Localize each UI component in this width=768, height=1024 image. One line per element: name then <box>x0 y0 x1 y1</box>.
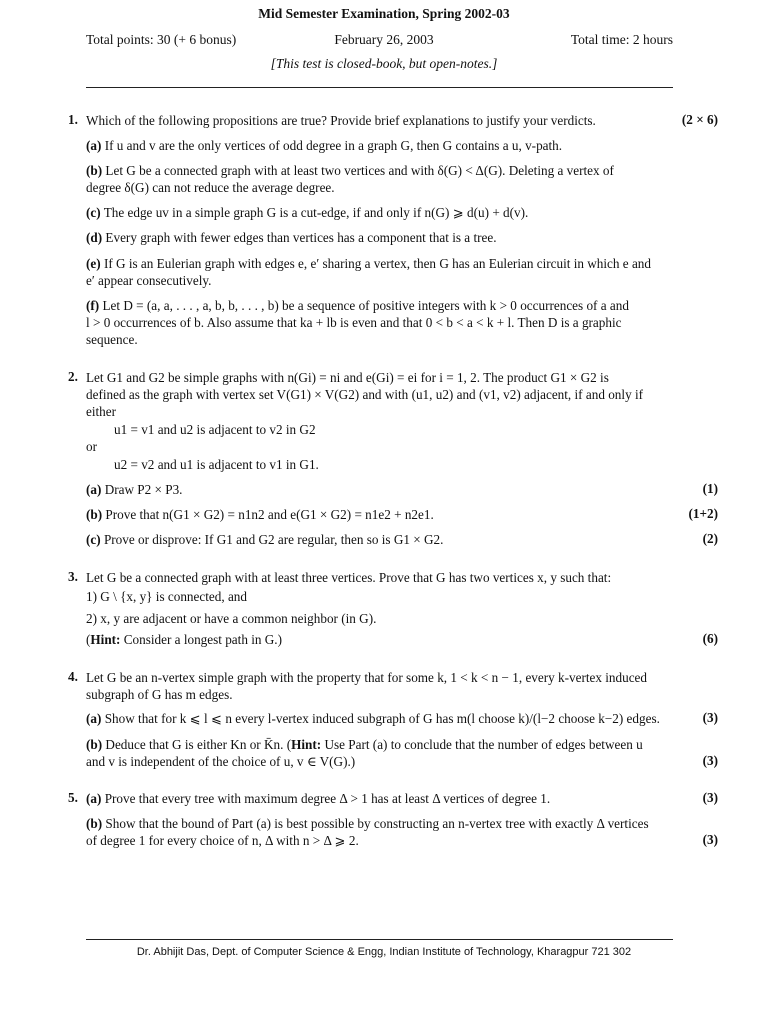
q1d <box>86 229 674 247</box>
q4a-label: (a) <box>86 711 102 726</box>
q1e-label: (e) <box>86 256 101 271</box>
q2b <box>86 506 674 524</box>
q4b-marks: (3) <box>702 753 718 768</box>
q2c <box>86 531 674 549</box>
q3-hint-label: Hint: <box>90 632 121 647</box>
exam-date: February 26, 2003 <box>334 32 434 47</box>
q3-hint: (Hint: Consider a longest path in G.) <box>86 632 282 647</box>
q1f-line2: l > 0 occurrences of b. Also assume that ka + lb is even and that 0 < b < a < k + l. Then D is a graphic <box>86 315 622 330</box>
q2a-label: (a) <box>86 482 102 497</box>
q2a-marks: (1) <box>702 481 718 496</box>
q5b-label: (b) <box>86 816 103 831</box>
total-points: Total points: 30 (+ 6 bonus) <box>86 32 237 47</box>
q4a-text: Show that for k ⩽ l ⩽ n every l-vertex induced subgraph of G has m(l choose k)/(l−2 choose k−2) edges. <box>104 711 660 726</box>
q5b-line1: Show that the bound of Part (a) is best possible by constructing an n-vertex tree with exactly Δ vertices <box>105 816 649 831</box>
q1d-label: (d) <box>86 230 103 245</box>
q4b-label: (b) <box>86 737 103 752</box>
q1e-line2: e′ appear consecutively. <box>86 273 212 288</box>
q1c-text: The edge uv in a simple graph G is a cut-edge, if and only if n(G) ⩾ d(u) + d(v). <box>103 205 529 220</box>
q1b-line2: degree δ(G) can not reduce the average degree. <box>86 180 335 195</box>
q5b <box>86 815 674 833</box>
exam-note: [This test is closed-book, but open-notes.] <box>270 56 498 71</box>
q2b-text: Prove that n(G1 × G2) = n1n2 and e(G1 × G2) = n1e2 + n2e1. <box>105 507 434 522</box>
q4-number: 4. <box>68 669 78 684</box>
q1f-line1: Let D = (a, a, . . . , a, b, b, . . . , b) be a sequence of positive integers with k > 0 occurrences of a and <box>102 298 629 313</box>
exam-title: Mid Semester Examination, Spring 2002-03 <box>258 6 510 21</box>
q1f <box>86 297 674 315</box>
q1c-label: (c) <box>86 205 101 220</box>
q3-hint-text: Consider a longest path in G. <box>123 632 278 647</box>
q2-condition2: u2 = v2 and u1 is adjacent to v1 in G1. <box>114 457 319 472</box>
q5a-marks: (3) <box>702 790 718 805</box>
header-divider <box>86 87 673 88</box>
q1b-line1: Let G be a connected graph with at least two vertices and with δ(G) < Δ(G). Deleting a vertex of <box>105 163 614 178</box>
q1b <box>86 162 674 180</box>
footer-text: Dr. Abhijit Das, Dept. of Computer Science & Engg, Indian Institute of Technology, Kharagpur 721 302 <box>136 946 632 958</box>
q3-number: 3. <box>68 569 78 584</box>
q2-line2: defined as the graph with vertex set V(G1) × V(G2) and with (u1, u2) and (v1, v2) adjacent, if and only if <box>86 387 644 402</box>
q4b: (b) Deduce that G is either Kn or K̄n. (Hint: Use Part (a) to conclude that the number of edges between u <box>86 737 643 752</box>
q1f-label: (f) <box>86 298 100 313</box>
q5a-text: Prove that every tree with maximum degree Δ > 1 has at least Δ vertices of degree 1. <box>104 791 551 806</box>
q1e <box>86 255 674 273</box>
q1a-label: (a) <box>86 138 102 153</box>
q4b-line2: and v is independent of the choice of u, v ∈ V(G).) <box>86 754 356 769</box>
footer-divider <box>86 939 673 940</box>
q3-line3: 2) x, y are adjacent or have a common neighbor (in G). <box>86 611 377 626</box>
q1c <box>86 204 674 222</box>
q1b-label: (b) <box>86 163 103 178</box>
q2c-text: Prove or disprove: If G1 and G2 are regular, then so is G1 × G2. <box>103 532 444 547</box>
q4a-marks: (3) <box>702 710 718 725</box>
q2-condition1: u1 = v1 and u2 is adjacent to v2 in G2 <box>114 422 316 437</box>
q2a <box>86 481 674 499</box>
q3-marks: (6) <box>702 631 718 646</box>
q1a <box>86 137 674 155</box>
q1f-line3: sequence. <box>86 332 138 347</box>
q2-line1: Let G1 and G2 be simple graphs with n(Gi) = ni and e(Gi) = ei for i = 1, 2. The product G1 × G2 is <box>86 370 609 385</box>
q5b-line2: of degree 1 for every choice of n, Δ with n > Δ ⩾ 2. <box>86 833 359 848</box>
q2-line3: either <box>86 404 117 419</box>
q4b-text-b: Use Part (a) to conclude that the number of edges between u <box>324 737 643 752</box>
total-time: Total time: 2 hours <box>570 32 673 47</box>
q2-or: or <box>86 439 97 454</box>
q4-line2: subgraph of G has m edges. <box>86 687 233 702</box>
q4b-text-a: Deduce that G is either Kn or K̄n. <box>105 737 284 752</box>
q1a-text: If u and v are the only vertices of odd degree in a graph G, then G contains a u, v-path. <box>104 138 563 153</box>
q1-text: Which of the following propositions are true? Provide brief explanations to justify your verdicts. <box>86 113 596 128</box>
q4-line1: Let G be an n-vertex simple graph with the property that for some k, 1 < k < n − 1, every k-vertex induced <box>86 670 648 685</box>
q2-number: 2. <box>68 369 78 384</box>
q4b-hint-label: Hint: <box>291 737 322 752</box>
q2c-label: (c) <box>86 532 101 547</box>
q1d-text: Every graph with fewer edges than vertices has a component that is a tree. <box>105 230 497 245</box>
q4a <box>86 710 674 728</box>
q5b-marks: (3) <box>702 832 718 847</box>
q3-line2: 1) G \ {x, y} is connected, and <box>86 589 247 604</box>
q2b-marks: (1+2) <box>688 506 718 521</box>
q3-line1: Let G be a connected graph with at least three vertices. Prove that G has two vertices x, y such that: <box>86 570 612 585</box>
q1-marks: (2 × 6) <box>681 112 718 127</box>
q2b-label: (b) <box>86 507 103 522</box>
q1e-line1: If G is an Eulerian graph with edges e, e′ sharing a vertex, then G has an Eulerian circuit in which e and <box>103 256 651 271</box>
q5a-label: (a) <box>86 791 102 806</box>
q1-number: 1. <box>68 112 78 127</box>
q5a <box>86 790 674 808</box>
q5-number: 5. <box>68 790 78 805</box>
q2a-text: Draw P2 × P3. <box>104 482 183 497</box>
q2c-marks: (2) <box>702 531 718 546</box>
